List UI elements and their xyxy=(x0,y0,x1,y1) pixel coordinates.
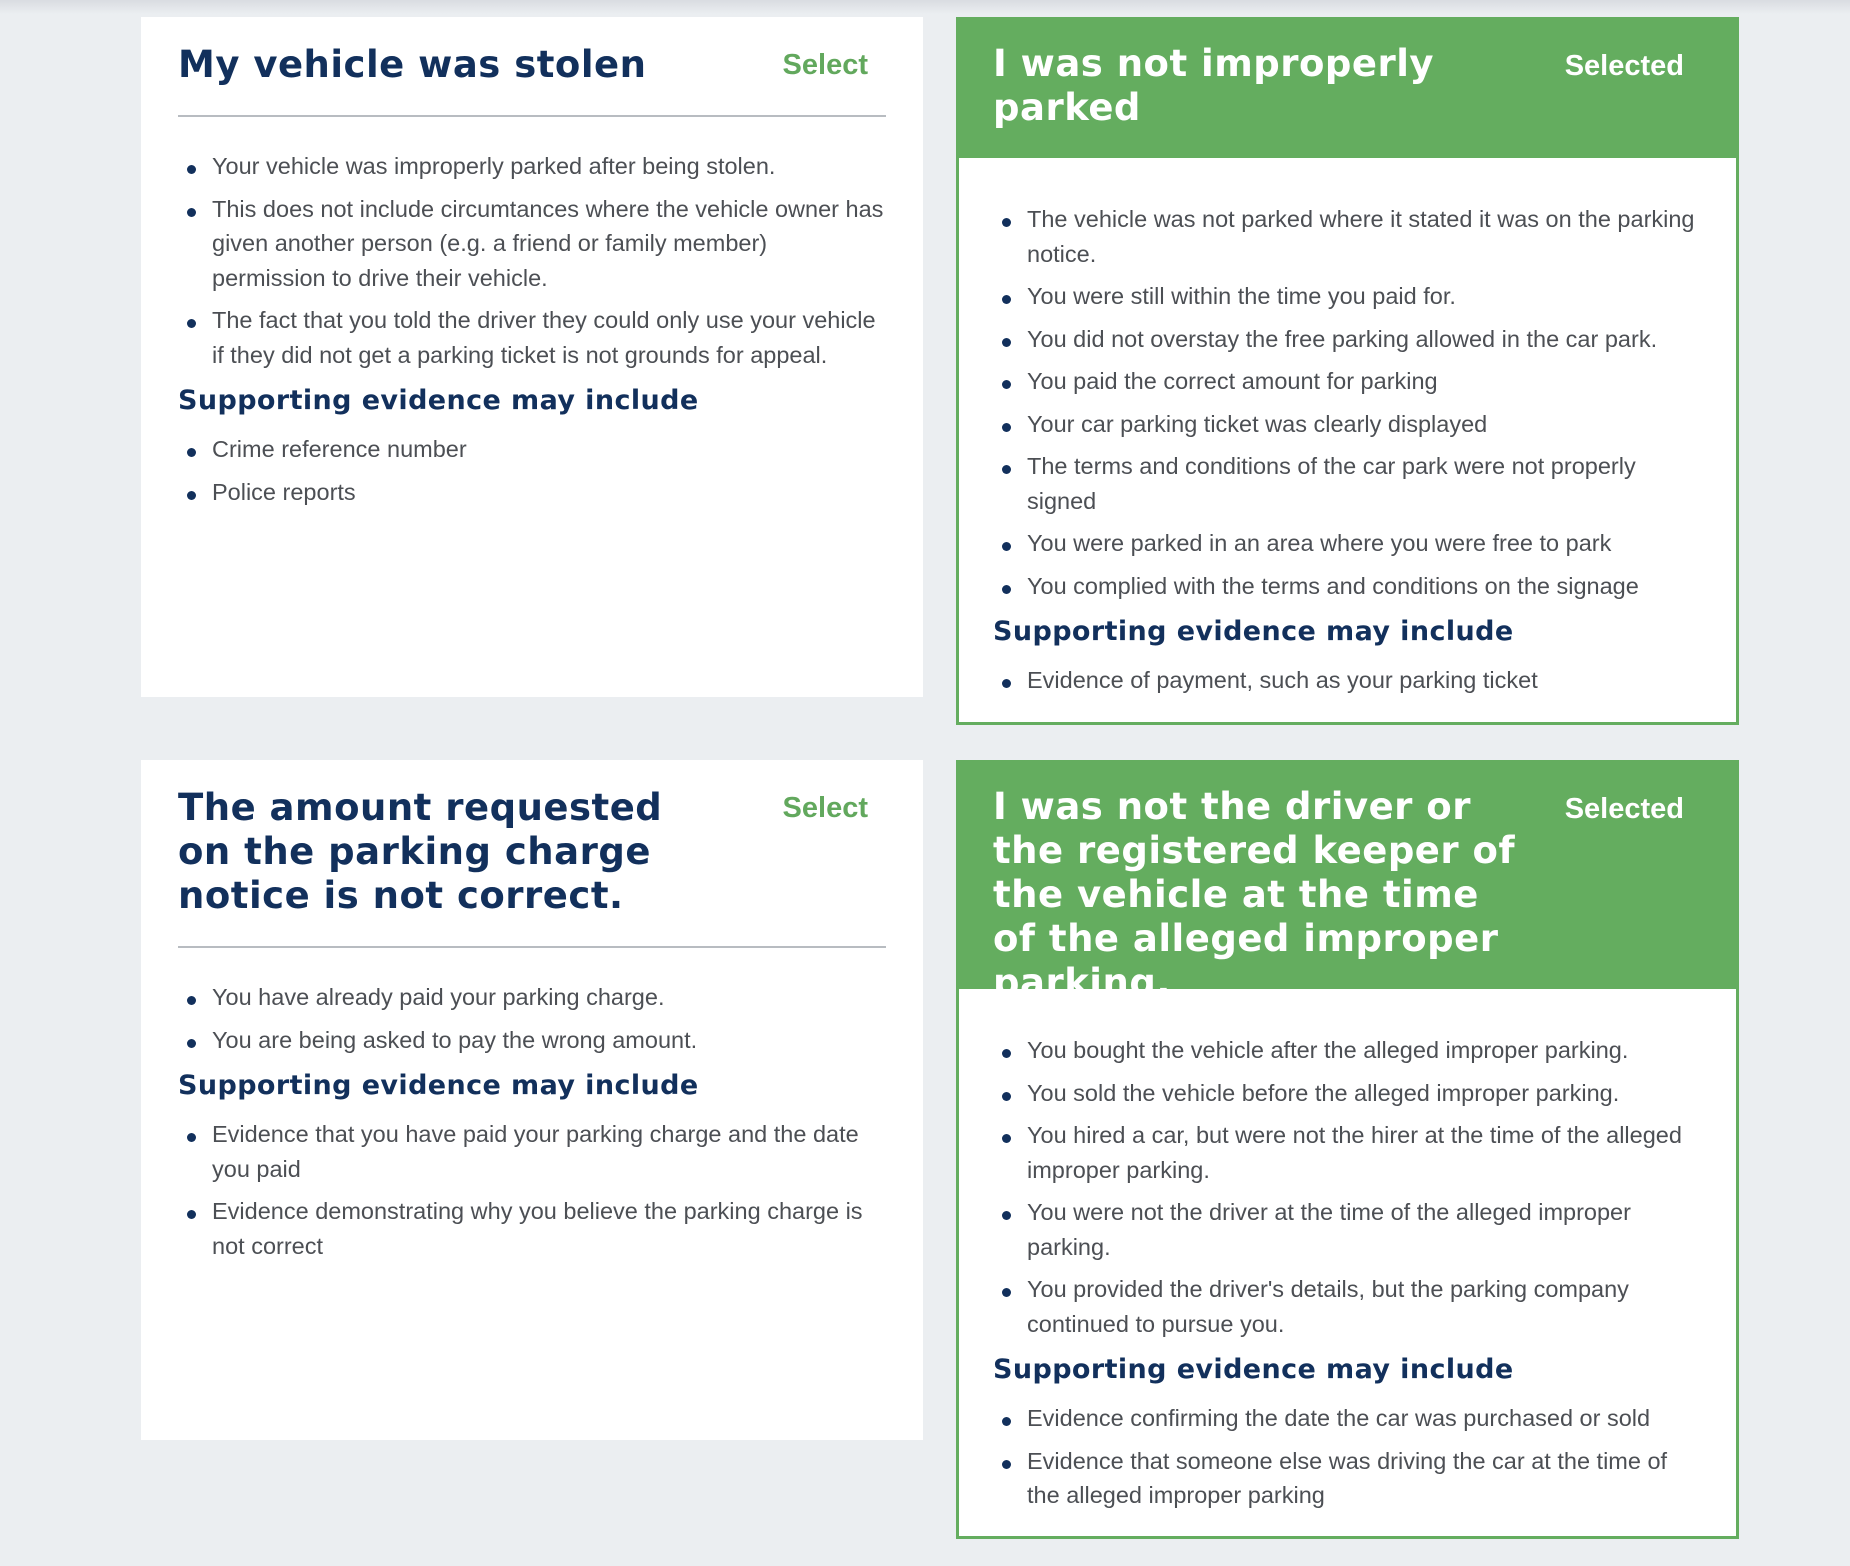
list-item: Evidence confirming the date the car was purchased or sold xyxy=(993,1401,1702,1436)
list-item: You were not the driver at the time of the alleged improper parking. xyxy=(993,1195,1702,1264)
list-item: This does not include circumtances where the vehicle owner has given another person (e.g. a friend or family member) permission to drive their vehicle. xyxy=(178,192,886,296)
card-header xyxy=(178,760,886,948)
list-item: The fact that you told the driver they could only use your vehicle if they did not get a parking ticket is not grounds for appeal. xyxy=(178,303,886,372)
selected-button[interactable]: Selected xyxy=(1564,50,1684,82)
evidence-heading: Supporting evidence may include xyxy=(178,385,699,416)
card-body xyxy=(141,948,923,1263)
list-item: You were still within the time you paid for. xyxy=(993,279,1702,314)
reason-list xyxy=(178,980,886,1057)
reason-list xyxy=(993,202,1702,603)
list-item: You hired a car, but were not the hirer at the time of the alleged improper parking. xyxy=(993,1118,1702,1187)
list-item: Evidence that you have paid your parking charge and the date you paid xyxy=(178,1117,886,1186)
list-item: You have already paid your parking charge. xyxy=(178,980,886,1015)
list-item: You sold the vehicle before the alleged improper parking. xyxy=(993,1076,1702,1111)
card-vehicle-stolen[interactable] xyxy=(141,17,923,697)
evidence-list xyxy=(993,1401,1702,1513)
card-not-driver-or-keeper[interactable] xyxy=(956,760,1739,1539)
list-item: You are being asked to pay the wrong amount. xyxy=(178,1023,886,1058)
list-item: The vehicle was not parked where it stated it was on the parking notice. xyxy=(993,202,1702,271)
list-item: You complied with the terms and conditions on the signage xyxy=(993,569,1702,604)
select-button[interactable]: Select xyxy=(782,792,868,824)
card-body xyxy=(141,117,923,509)
card-not-improperly-parked[interactable] xyxy=(956,17,1739,725)
evidence-list xyxy=(178,1117,886,1263)
evidence-list xyxy=(993,663,1702,698)
select-button[interactable]: Select xyxy=(782,49,868,81)
list-item: Your car parking ticket was clearly displayed xyxy=(993,407,1702,442)
card-header xyxy=(959,20,1736,158)
reason-list xyxy=(993,1033,1702,1341)
list-item: You did not overstay the free parking allowed in the car park. xyxy=(993,322,1702,357)
list-item: You provided the driver's details, but the parking company continued to pursue you. xyxy=(993,1272,1702,1341)
evidence-heading: Supporting evidence may include xyxy=(993,1354,1514,1385)
selected-button[interactable]: Selected xyxy=(1564,793,1684,825)
list-item: The terms and conditions of the car park were not properly signed xyxy=(993,449,1702,518)
card-header xyxy=(959,763,1736,1004)
list-item: You bought the vehicle after the alleged improper parking. xyxy=(993,1033,1702,1068)
card-amount-not-correct[interactable] xyxy=(141,760,923,1440)
card-title: My vehicle was stolen xyxy=(178,43,647,86)
evidence-heading: Supporting evidence may include xyxy=(178,1070,699,1101)
card-header xyxy=(178,17,886,117)
card-title: I was not improperly parked xyxy=(993,42,1435,129)
top-shadow xyxy=(0,0,1850,14)
card-body xyxy=(959,158,1736,698)
card-body xyxy=(959,989,1736,1513)
evidence-heading: Supporting evidence may include xyxy=(993,616,1514,647)
evidence-list xyxy=(178,432,886,509)
list-item: Evidence demonstrating why you believe the parking charge is not correct xyxy=(178,1194,886,1263)
card-title: I was not the driver or the registered keeper of the vehicle at the time of the alleged improper parking. xyxy=(993,785,1516,1004)
list-item: Evidence that someone else was driving the car at the time of the alleged improper parking xyxy=(993,1444,1702,1513)
list-item: Crime reference number xyxy=(178,432,886,467)
list-item: Evidence of payment, such as your parking ticket xyxy=(993,663,1702,698)
card-title: The amount requested on the parking charge notice is not correct. xyxy=(178,786,663,917)
reason-list xyxy=(178,149,886,372)
list-item: Police reports xyxy=(178,475,886,510)
list-item: Your vehicle was improperly parked after being stolen. xyxy=(178,149,886,184)
list-item: You were parked in an area where you were free to park xyxy=(993,526,1702,561)
list-item: You paid the correct amount for parking xyxy=(993,364,1702,399)
